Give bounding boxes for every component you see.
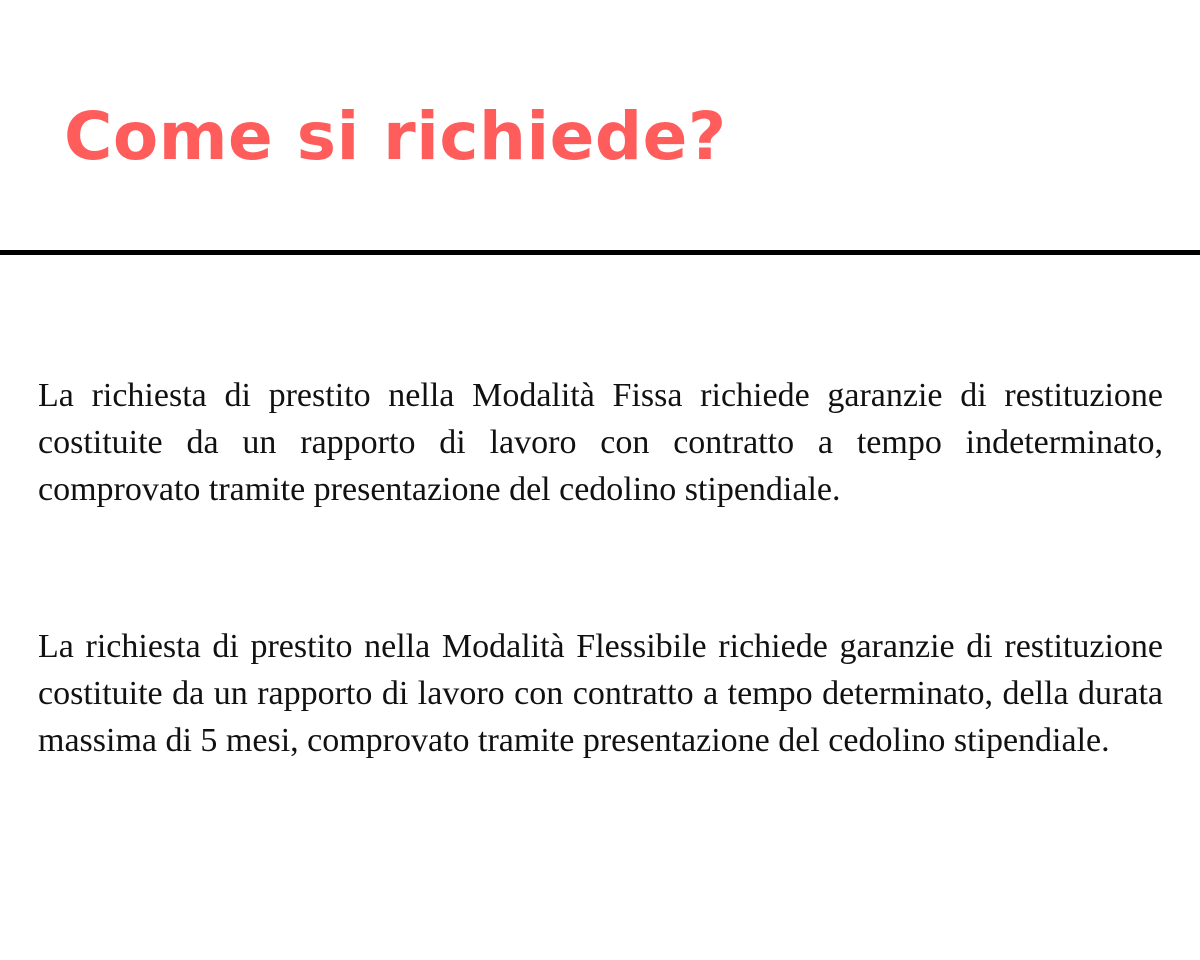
section-divider xyxy=(0,250,1200,255)
paragraph-fixed-mode: La richiesta di prestito nella Modalità Fissa richiede garanzie di restituzione costituite da un rapporto di lavoro con contratto a tempo indeterminato, comprovato tramite presentazione del cedolino stipendiale. xyxy=(38,377,1163,508)
page-title: Come si richiede? xyxy=(64,98,727,175)
paragraph-flexible-mode: La richiesta di prestito nella Modalità Flessibile richiede garanzie di restituzione costituite da un rapporto di lavoro con contratto a tempo determinato, della durata massima di 5 mesi, comprovato tramite presentazione del cedolino stipendiale. xyxy=(38,628,1163,759)
